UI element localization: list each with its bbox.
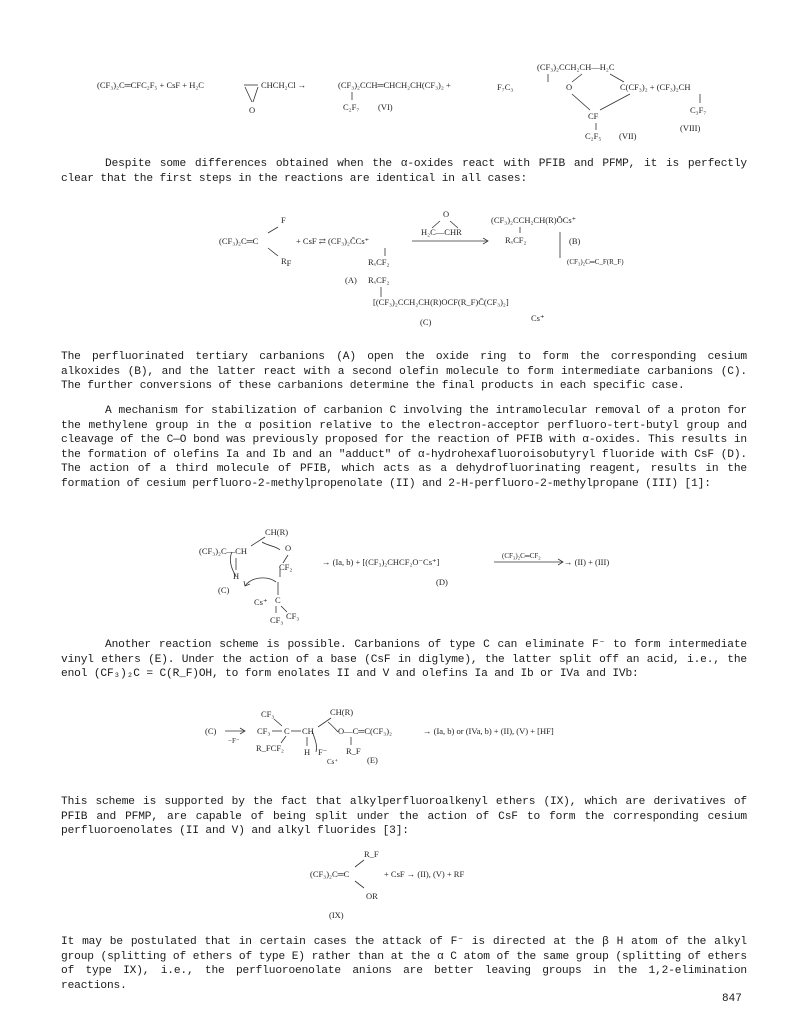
scheme-ix-drawing [0, 845, 807, 925]
paragraph-1: Despite some differences obtained when the α-oxides react with PFIB and PFMP, it is perfectly clear that the first steps in the reactions are identical in all cases: [61, 158, 747, 185]
scheme-e-h: H [304, 747, 311, 757]
scheme-e-rf: R_F [346, 746, 361, 756]
scheme-d-cf3b: CF₃ [286, 611, 300, 621]
scheme-e-drawing [0, 700, 807, 780]
scheme-d-chr: CH(R) [265, 527, 289, 537]
scheme-d-reagent: (CF₃)₂C═CF₂ [502, 552, 541, 560]
scheme-abc-c-cs: Cs⁺ [531, 313, 545, 323]
scheme-top-vii-top: (CF₃)₂CCH₂CH—H₂C [537, 62, 615, 72]
scheme-ix-label: (IX) [329, 910, 344, 920]
scheme-e-fminus: F⁻ [318, 747, 328, 757]
scheme-top-vii-label: (VII) [619, 131, 637, 141]
scheme-abc-drawing [0, 200, 807, 330]
scheme-abc-plus-csf: + CsF ⇄ (CF₃)₂C̄Cs⁺ [296, 236, 370, 246]
scheme-abc-b-reagent: (CF₃)₂C═C_F(R_F) [567, 258, 624, 266]
scheme-d-c-label: (C) [218, 585, 230, 595]
scheme-d-left: (CF₃)₂C—CH [199, 546, 247, 556]
scheme-d-cf2: CF₂ [279, 562, 293, 572]
scheme-e [0, 700, 807, 780]
scheme-d-products: → (Ia, b) + [(CF₃)₂CHCF₂O⁻Cs⁺] [322, 557, 440, 567]
scheme-e-chr: CH(R) [330, 707, 354, 717]
scheme-e-ch: CH [302, 726, 314, 736]
scheme-ix-left: (CF₃)₂C═C [310, 869, 350, 879]
scheme-e-rfcf2: R_FCF₂ [256, 743, 285, 753]
scheme-d-label: (D) [436, 577, 448, 587]
scheme-d-cs: Cs⁺ [254, 597, 268, 607]
page-number: 847 [722, 993, 742, 1005]
scheme-abc-label-b: (B) [569, 236, 581, 246]
scheme-top-vii-c2f5: C₂F₅ [585, 131, 602, 141]
scheme-d-h: H [233, 571, 240, 581]
scheme-top-vii-left: F₇C₃ [497, 82, 514, 92]
scheme-d-drawing [0, 520, 807, 630]
scheme-top-vii-cf: CF [588, 111, 599, 121]
scheme-top-viii-c3f7: C₃F₇ [690, 105, 707, 115]
scheme-top-epoxide-o: O [249, 105, 256, 115]
scheme-e-oc: O—C═C(CF₃)₂ [338, 726, 392, 736]
scheme-d-cf3a: CF₃ [270, 615, 284, 625]
scheme-e-cs: Cs⁺ [327, 758, 339, 766]
scheme-abc-olefin: (CF₃)₂C═C [219, 236, 259, 246]
scheme-abc-rf [281, 256, 292, 268]
scheme-top-reactants: (CF₃)₂C═CFC₂F₅ + CsF + H₂C [97, 80, 204, 90]
scheme-d-o: O [285, 543, 292, 553]
scheme-e-products: → (Ia, b) or (IVa, b) + (II), (V) + [HF] [423, 726, 554, 736]
scheme-abc-rfcf2: RₓCF₂ [368, 257, 390, 267]
scheme-d-c: C [275, 595, 281, 605]
scheme-e-minus-f: −F⁻ [228, 737, 240, 745]
scheme-e-c: (C) [205, 726, 217, 736]
scheme-abc-c-main: [(CF₃)₂CCH₂CH(R)OCF(R_F)C̄(CF₃)₂] [373, 297, 509, 307]
scheme-top-product-vi-sub: C₂F₇ [343, 102, 360, 112]
scheme-top-product-vi: (CF₃)₂CCH═CHCH₂CH(CF₃)₂ + [338, 80, 451, 90]
scheme-abc-rf-sub: F [286, 258, 292, 268]
scheme-e-label: (E) [367, 755, 378, 765]
paragraph-3: A mechanism for stabilization of carbanion C involving the intramolecular removal of a proton for the methylene group in the α position relative to the electron-acceptor perfluoro-tert-butyl group and cleavage of the C—O bond was previously proposed for the reaction of PFIB with α-oxides. This results in the formation of olefins Ia and Ib and an "adduct" of α-hydrohexafluoroisobutyryl fluoride with CsF (D). The action of a third molecule of PFIB, which acts as a dehydrofluorinating reagent, results in the formation of cesium perfluoro-2-methylpropenolate (II) and 2-H-perfluoro-2-methylpropane (III) [1]: [61, 405, 747, 490]
paragraph-4: Another reaction scheme is possible. Carbanions of type C can eliminate F⁻ to form intermediate vinyl ethers (E). Under the action of a base (CsF in diglyme), the latter split off an acid, i.e., the enol (CF₃)₂C = C(R_F)OH, to form enolates II and V and olefins Ia and Ib or IVa and IVb: [61, 639, 747, 681]
paragraph-6: It may be postulated that in certain cases the attack of F⁻ is directed at the β H atom of the alkyl group (splitting of ethers of type E) rather than at the α C atom of the same group (splitting of ethers of type IX), i.e., the perfluoroenolate anions are better leaving groups in the 1,2-elimination reactions. [61, 936, 747, 992]
scheme-top-epoxide-right: CHCH₂Cl → [261, 80, 307, 90]
paragraph-2: The perfluorinated tertiary carbanions (A) open the oxide ring to form the corresponding cesium alkoxides (B), and the latter react with a second olefin molecule to form intermediate carbanions (C). The further conversions of these carbanions determine the final products in each specific case. [61, 351, 747, 393]
scheme-abc-b-rfcf2: RₓCF₂ [505, 235, 527, 245]
scheme-abc-b-top: (CF₃)₂CCH₂CH(R)ŌCs⁺ [491, 215, 577, 225]
scheme-ix-rhs: + CsF → (II), (V) + RF [384, 869, 465, 879]
scheme-top [0, 0, 807, 145]
scheme-ix [0, 845, 807, 925]
scheme-ix-or: OR [366, 891, 378, 901]
scheme-e-cf3b: CF₃ [257, 726, 271, 736]
scheme-abc [0, 200, 807, 330]
scheme-abc-epox-o: O [443, 209, 450, 219]
scheme-abc-label-a: (A) [345, 275, 357, 285]
scheme-e-cf3: CF₃ [261, 709, 275, 719]
scheme-d-final: → (II) + (III) [564, 557, 610, 567]
scheme-d [0, 520, 807, 630]
scheme-abc-epox: H₂C—CHR [421, 227, 462, 237]
scheme-e-c-mid: C [284, 726, 290, 736]
scheme-abc-f: F [281, 215, 286, 225]
scheme-abc-a-rfcf2: RₓCF₂ [368, 275, 390, 285]
paragraph-5: This scheme is supported by the fact that alkylperfluoroalkenyl ethers (IX), which are derivatives of PFIB and PFMP, are capable of being split under the action of CsF to form the corresponding cesium perfluoroenolates (II and V) and alkyl fluorides [3]: [61, 796, 747, 838]
scheme-abc-rf-main: R [281, 256, 287, 266]
scheme-top-drawing [0, 0, 807, 145]
scheme-ix-rf: R_F [364, 849, 379, 859]
scheme-top-viii-label: (VIII) [680, 123, 701, 133]
scheme-top-vii-right: C(CF₃)₂ + (CF₃)₂CH [620, 82, 691, 92]
scheme-abc-label-c: (C) [420, 317, 432, 327]
scheme-top-vii-o: O [566, 82, 573, 92]
scheme-top-product-vi-label: (VI) [378, 102, 393, 112]
